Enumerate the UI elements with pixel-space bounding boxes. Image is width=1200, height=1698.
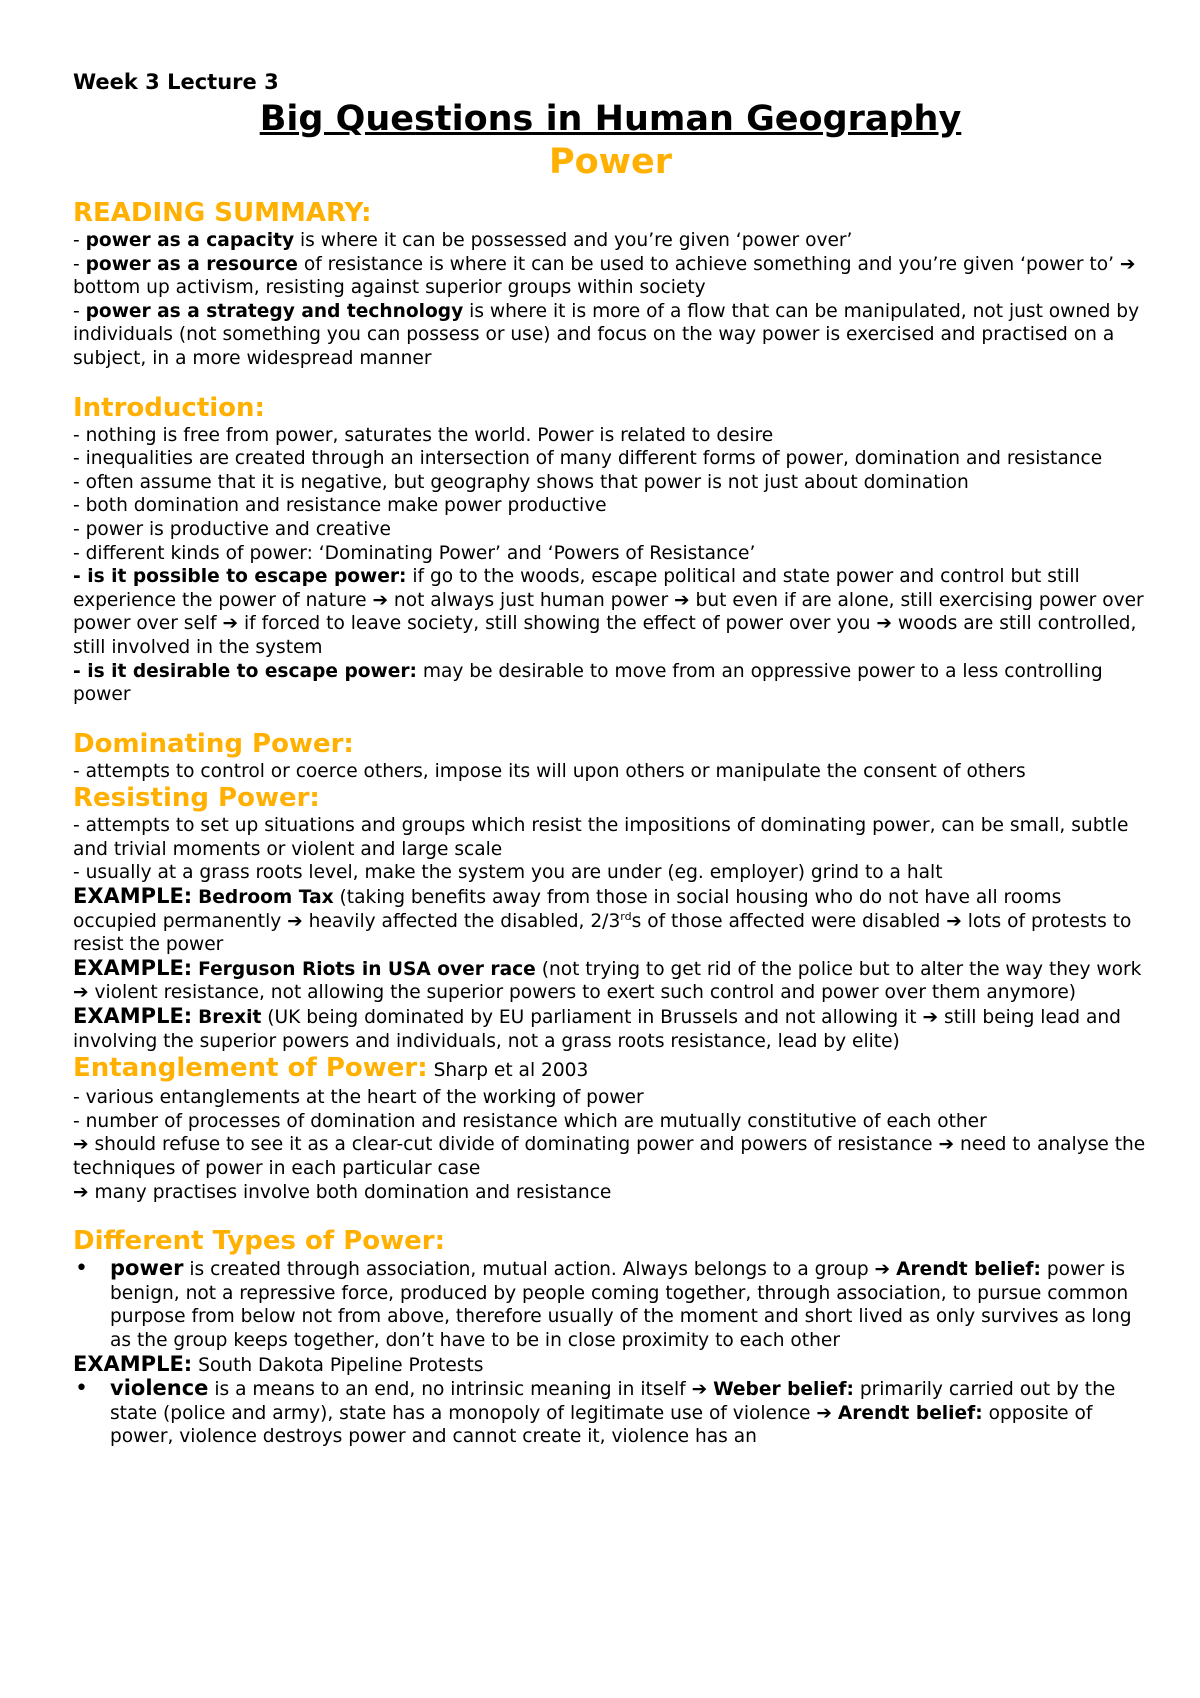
question-text: if go to the woods, escape political and state power and control but still experience the power of nature ➔ not always just human power ➔ but even if are alone, still exercising power over power over self ➔ if forced to leave society, still showing the effect of power over you ➔ woods are still controlled, still involved in the system xyxy=(73,566,1144,658)
violence-text-continued: primarily carried out by the state (police and army), state has a monopoly of legitimate use of violence ➔ xyxy=(110,1379,1116,1424)
question-text: may be desirable to move from an oppressive power to a less controlling power xyxy=(73,660,1103,706)
example-title: Bedroom Tax xyxy=(198,887,334,909)
item-term: power as a capacity xyxy=(85,230,295,251)
page-subtitle: Power xyxy=(548,142,673,182)
example-superscript: rd xyxy=(620,909,632,923)
intro-line: - both domination and resistance make power productive xyxy=(73,495,607,517)
example-brexit xyxy=(73,1005,1148,1053)
list-item-violence xyxy=(73,1377,1148,1449)
section-heading-types-of-power: Different Types of Power: xyxy=(73,1226,446,1257)
example-text: (not trying to get rid of the police but to alter the way they work ➔ violent resistance, not allowing the superior powers to exert such control and power over them anymore) xyxy=(73,958,1142,1004)
item-prefix: - xyxy=(73,253,86,275)
example-text: (UK being dominated by EU parliament in Brussels and not allowing it ➔ still being lead and involving the superior powers and individuals, not a grass roots resistance, lead by elite) xyxy=(73,1007,1121,1052)
question-term: - is it possible to escape power: xyxy=(73,566,407,588)
example-title: Brexit xyxy=(198,1007,262,1029)
resisting-line: - usually at a grass roots level, make the system you are under (eg. employer) grind to a halt xyxy=(73,862,943,884)
reading-summary-item xyxy=(73,253,1148,300)
intro-line: - often assume that it is negative, but geography shows that power is not just about domination xyxy=(73,471,969,493)
item-prefix: - xyxy=(73,230,86,251)
intro-line: - different kinds of power: ‘Dominating Power’ and ‘Powers of Resistance’ xyxy=(73,542,756,564)
entanglement-line: ➔ should refuse to see it as a clear-cut divide of dominating power and powers of resistance ➔ need to analyse the techniques of power in each particular case xyxy=(73,1134,1146,1179)
example-text: (taking benefits away from those in social housing who do not have all rooms occupied permanently ➔ heavily affected the disabled, 2/3 xyxy=(73,887,1062,932)
entanglement-line: - various entanglements at the heart of the working of power xyxy=(73,1087,644,1109)
section-heading-reading-summary: READING SUMMARY: xyxy=(73,198,372,228)
intro-question xyxy=(73,565,1148,659)
entanglement-heading-text: Entanglement of Power: xyxy=(73,1053,428,1084)
power-text-continued: power is benign, not a repressive force, produced by people coming together, through association, to pursue common purpose from below not from above, therefore usually of the moment and short lived as only survives as long as the group keeps together, don’t have to be in close proximity to each other xyxy=(110,1259,1132,1351)
intro-question xyxy=(73,660,1148,707)
intro-line: - nothing is free from power, saturates the world. Power is related to desire xyxy=(73,424,774,446)
example-title: Ferguson Riots in USA over race xyxy=(198,958,536,980)
intro-line: - inequalities are created through an intersection of many different forms of power, domination and resistance xyxy=(73,448,1103,470)
example-text-continued: s of those affected were disabled ➔ lots of protests to resist the power xyxy=(73,910,1132,956)
item-term: power as a resource xyxy=(85,253,298,275)
intro-line: - power is productive and creative xyxy=(73,518,391,540)
types-list xyxy=(73,1257,1148,1352)
arendt-belief-label: Arendt belief: xyxy=(896,1259,1041,1281)
item-text: is where it is more of a flow that can be manipulated, not just owned by individuals (not something you can possess or use) and focus on the way power is exercised and practised on a subject, in a more widespread manner xyxy=(73,300,1140,369)
lecture-label: Week 3 Lecture 3 xyxy=(73,70,279,94)
types-list xyxy=(73,1377,1148,1449)
document-page xyxy=(73,68,1148,1449)
reading-summary-item xyxy=(73,229,1148,253)
term-power: power xyxy=(110,1256,184,1281)
example-south-dakota xyxy=(73,1353,1148,1378)
question-term: - is it desirable to escape power: xyxy=(73,660,417,682)
section-heading-resisting-power: Resisting Power: xyxy=(73,783,320,814)
example-text: South Dakota Pipeline Protests xyxy=(192,1354,484,1376)
example-label: EXAMPLE: xyxy=(73,955,193,980)
section-heading-dominating-power: Dominating Power: xyxy=(73,728,354,759)
violence-text: is a means to an end, no intrinsic meaning in itself ➔ xyxy=(208,1379,714,1401)
arendt-belief-label: Arendt belief: xyxy=(837,1402,983,1424)
example-label: EXAMPLE: xyxy=(73,1351,193,1376)
dominating-line: - attempts to control or coerce others, impose its will upon others or manipulate the consent of others xyxy=(73,760,1026,782)
entanglement-line: - number of processes of domination and resistance which are mutually constitutive of each other xyxy=(73,1110,987,1132)
section-heading-introduction: Introduction: xyxy=(73,392,265,423)
example-bedroom-tax xyxy=(73,885,1148,957)
resisting-line: - attempts to set up situations and groups which resist the impositions of dominating power, can be small, subtle and trivial moments or violent and large scale xyxy=(73,815,1129,860)
reading-summary-item xyxy=(73,300,1148,371)
violence-text-end: opposite of power, violence destroys power and cannot create it, violence has an xyxy=(110,1402,1093,1448)
page-title: Big Questions in Human Geography xyxy=(259,99,962,139)
item-text: is where it can be possessed and you’re given ‘power over’ xyxy=(294,230,853,251)
example-label: EXAMPLE: xyxy=(73,884,193,909)
list-item-power xyxy=(73,1257,1148,1352)
example-label: EXAMPLE: xyxy=(73,1004,193,1029)
weber-belief-label: Weber belief: xyxy=(713,1379,854,1401)
item-term: power as a strategy and technology xyxy=(85,300,464,322)
section-heading-entanglement xyxy=(73,1053,1148,1086)
citation: Sharp et al 2003 xyxy=(427,1060,589,1082)
example-ferguson-riots xyxy=(73,957,1148,1005)
entanglement-line: ➔ many practises involve both domination and resistance xyxy=(73,1181,612,1203)
term-violence: violence xyxy=(110,1376,209,1401)
power-text: is created through association, mutual action. Always belongs to a group ➔ xyxy=(183,1259,897,1281)
item-text: of resistance is where it can be used to achieve something and you’re given ‘power to’ ➔ bottom up activism, resisting against superior groups within society xyxy=(73,253,1136,299)
item-prefix: - xyxy=(73,300,86,322)
